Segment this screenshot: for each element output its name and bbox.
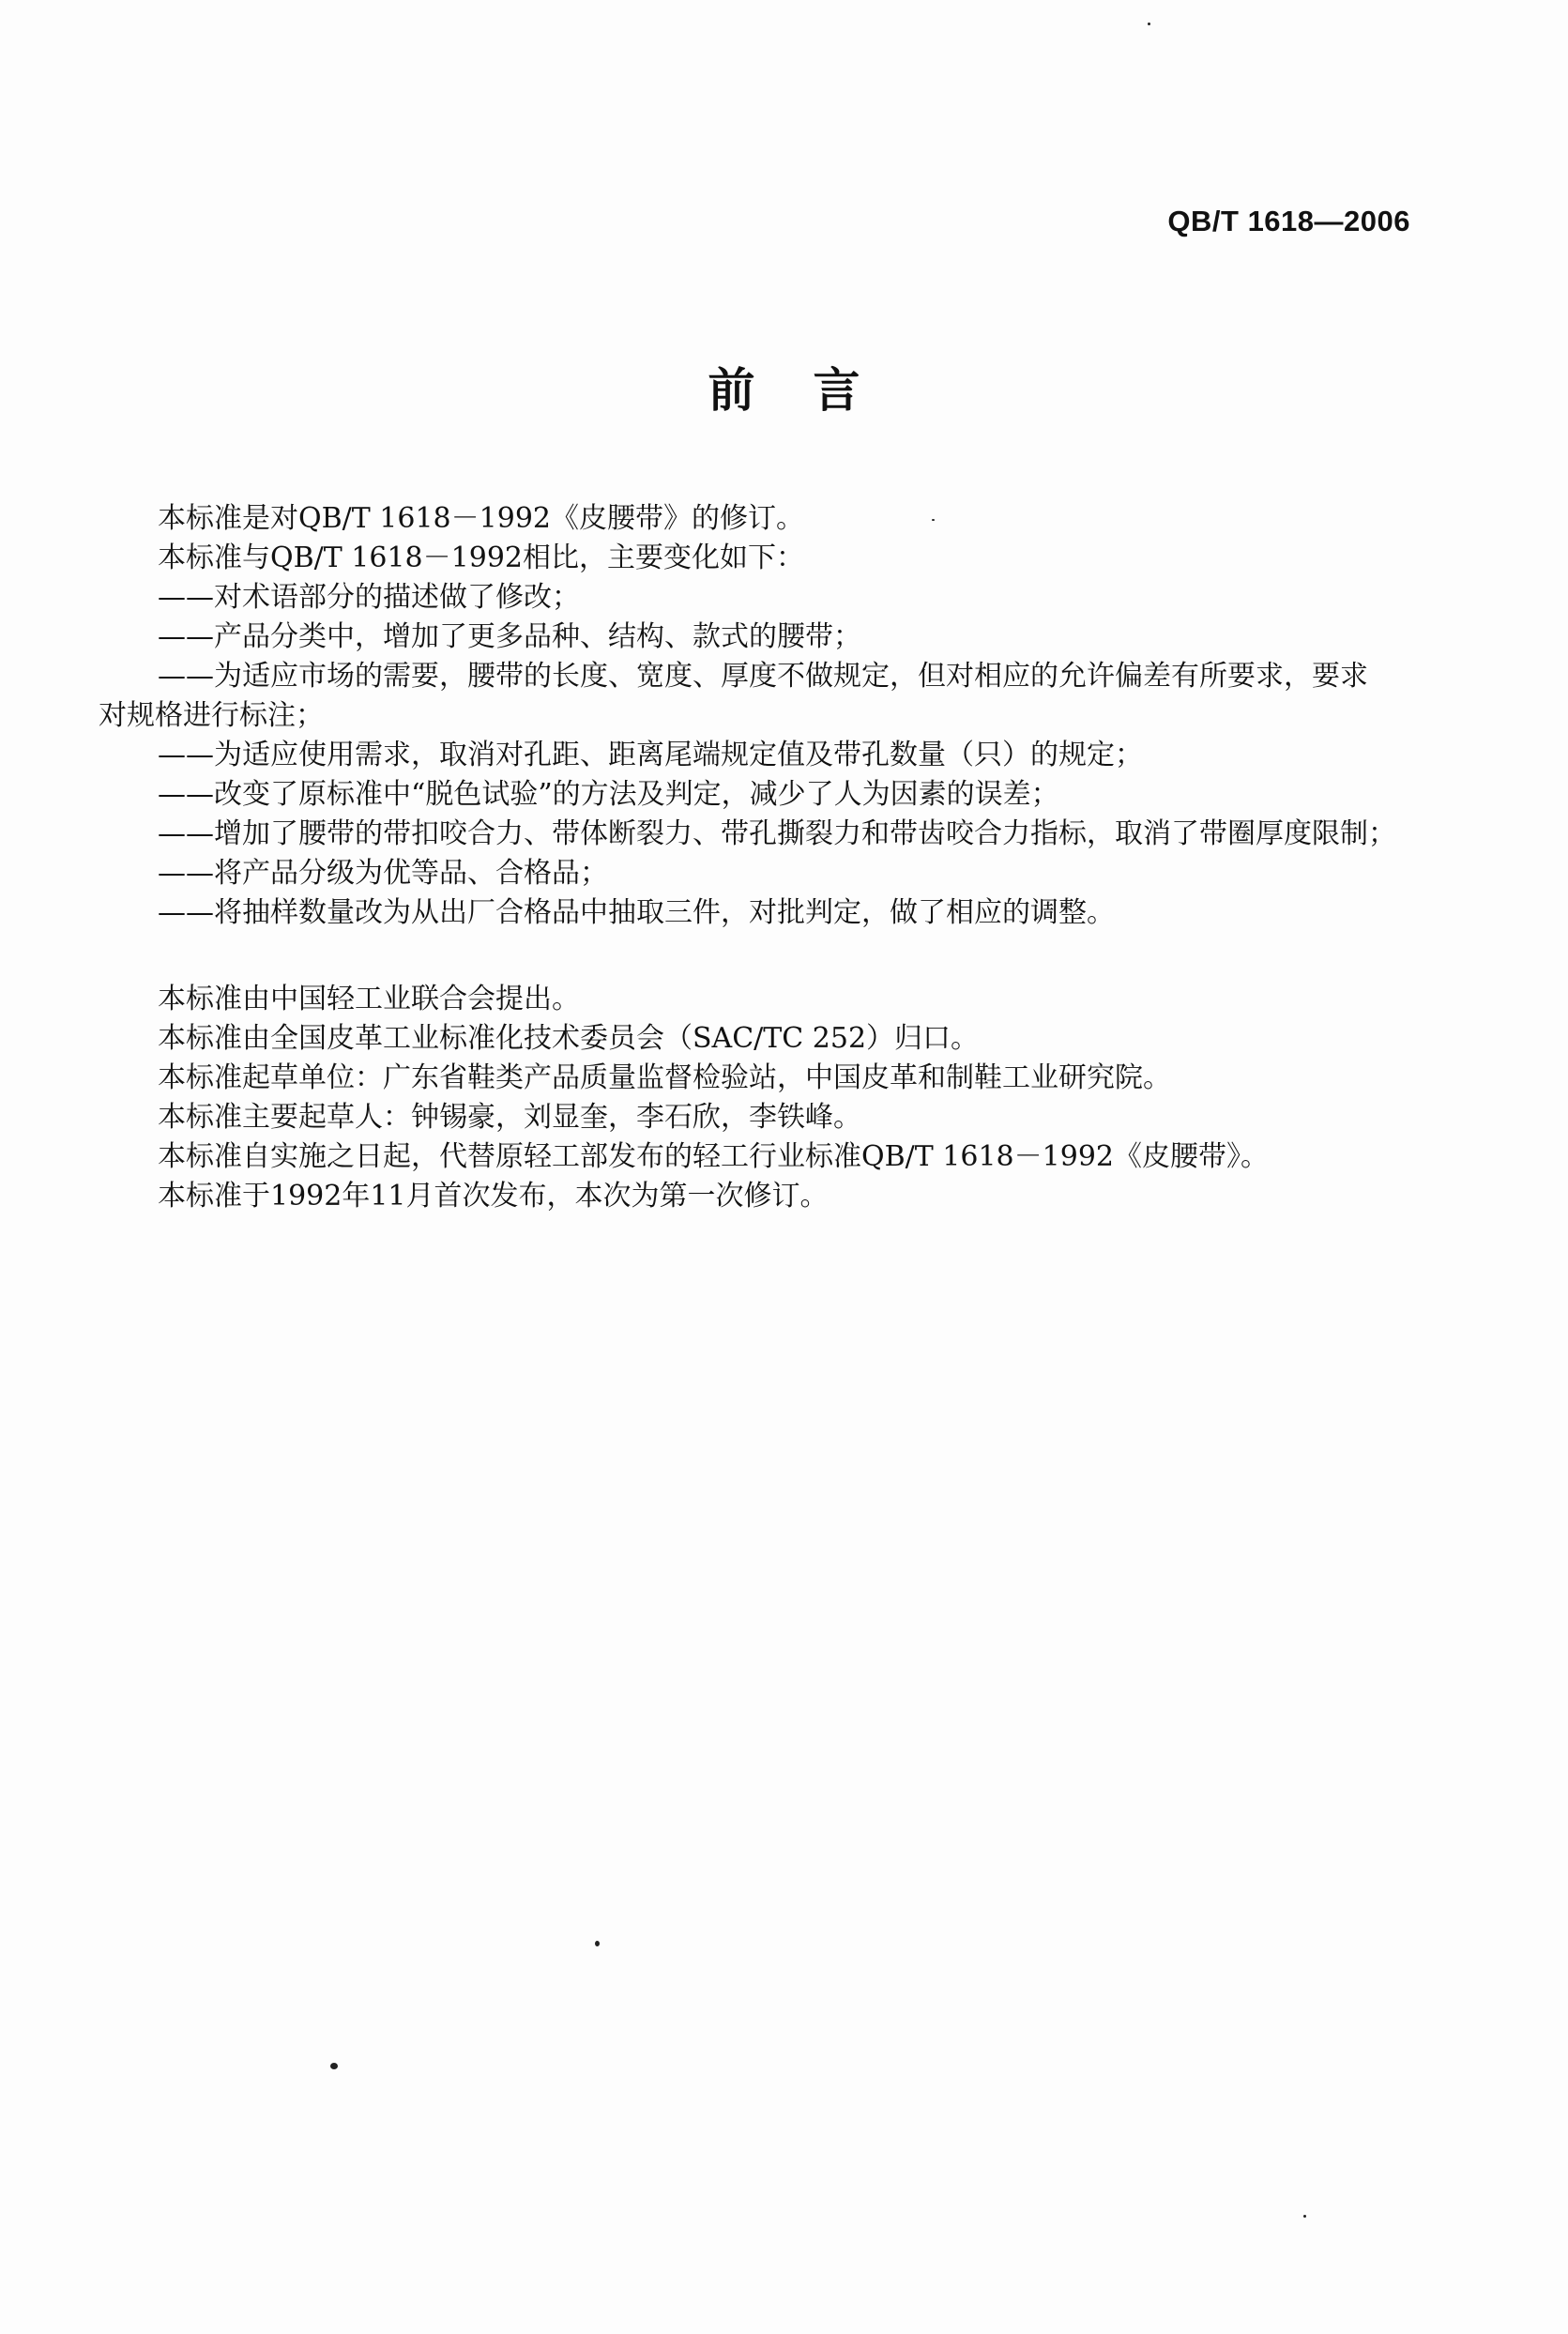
standard-code: QB/T 1618—2006 (1167, 205, 1410, 237)
page-title: 前言 (708, 363, 919, 418)
change-item: ——为适应市场的需要，腰带的长度、宽度、厚度不做规定，但对相应的允许偏差有所要求，要求 (158, 660, 1368, 693)
intro-paragraph: 本标准与QB/T 1618－1992相比，主要变化如下： (158, 542, 804, 574)
paragraph-gap (99, 933, 1412, 980)
info-paragraph: 本标准自实施之日起，代替原轻工部发布的轻工行业标准QB/T 1618－1992《皮腰带》。 (158, 1140, 1269, 1173)
info-paragraph: 本标准由全国皮革工业标准化技术委员会（SAC/TC 252）归口。 (158, 1022, 980, 1055)
change-item-continuation: 对规格进行标注； (99, 699, 324, 732)
info-paragraph: 本标准主要起草人：钟锡豪，刘显奎，李石欣，李铁峰。 (158, 1101, 861, 1134)
change-item: ——产品分类中，增加了更多品种、结构、款式的腰带； (158, 620, 861, 653)
scan-speck (1303, 2215, 1306, 2218)
scan-speck (330, 2063, 338, 2069)
info-paragraph: 本标准由中国轻工业联合会提出。 (158, 983, 580, 1015)
scan-speck (595, 1941, 600, 1946)
scan-speck (1148, 23, 1150, 25)
change-item: ——对术语部分的描述做了修改； (158, 581, 580, 614)
change-item: ——增加了腰带的带扣咬合力、带体断裂力、带孔撕裂力和带齿咬合力指标，取消了带圈厚度限制； (158, 817, 1396, 850)
info-paragraph: 本标准起草单位：广东省鞋类产品质量监督检验站，中国皮革和制鞋工业研究院。 (158, 1061, 1171, 1094)
change-item: ——将抽样数量改为从出厂合格品中抽取三件，对批判定，做了相应的调整。 (158, 896, 1115, 929)
change-item: ——将产品分级为优等品、合格品； (158, 857, 608, 890)
change-item: ——为适应使用需求，取消对孔距、距离尾端规定值及带孔数量（只）的规定； (158, 739, 1143, 771)
change-item: ——改变了原标准中“脱色试验”的方法及判定，减少了人为因素的误差； (158, 778, 1059, 811)
foreword-body (99, 499, 1412, 1216)
info-paragraph: 本标准于1992年11月首次发布，本次为第一次修订。 (158, 1180, 829, 1213)
intro-paragraph: 本标准是对QB/T 1618－1992《皮腰带》的修订。 (158, 502, 804, 535)
scan-speck (932, 519, 935, 521)
